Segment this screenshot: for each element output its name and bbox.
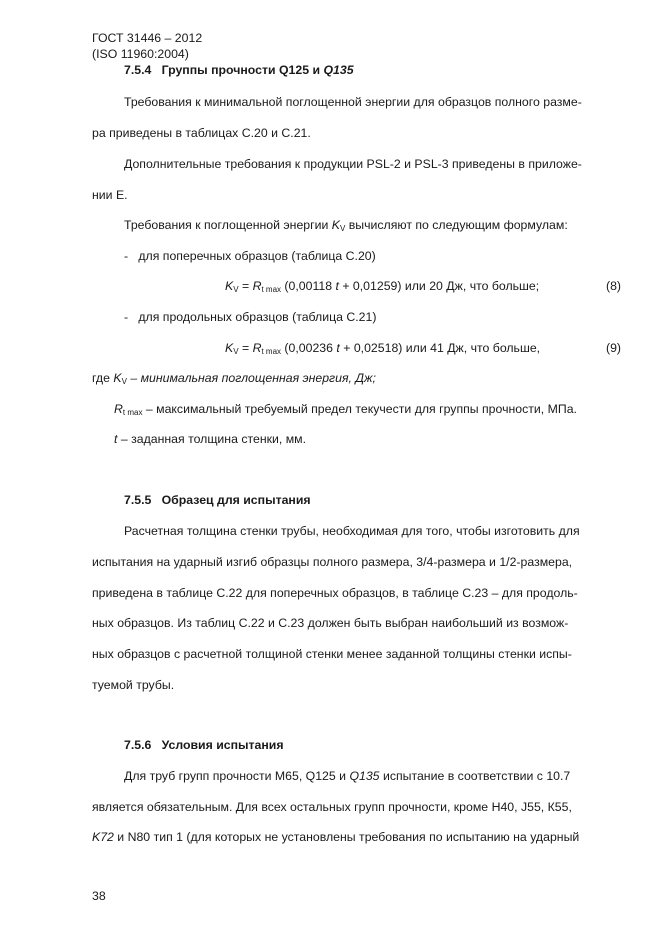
paragraph-line: Требования к поглощенной энергии KV вычисляют по следующим формулам:: [124, 218, 568, 233]
standard-code: ГОСТ 31446 – 2012: [92, 31, 203, 45]
paragraph-line: Расчетная толщина стенки трубы, необходимая для того, чтобы изготовить для: [124, 524, 580, 538]
formula-number: (8): [605, 279, 621, 293]
paragraph-line: туемой трубы.: [92, 678, 175, 692]
paragraph-line: ра приведены в таблицах С.20 и С.21.: [92, 126, 311, 140]
paragraph-line: Требования к минимальной поглощенной энергии для образцов полного разме-: [124, 95, 582, 109]
paragraph-line: ных образцов. Из таблиц С.22 и С.23 должен быть выбран наибольший из возмож-: [92, 616, 569, 630]
paragraph-line: является обязательным. Для всех остальных групп прочности, кроме Н40, J55, К55,: [92, 800, 572, 814]
formula-9: KV = Rt max (0,00236 t + 0,02518) или 41 Дж, что больше,: [225, 341, 541, 356]
paragraph-line: нии Е.: [92, 188, 128, 202]
formula-8: KV = Rt max (0,00118 t + 0,01259) или 20 Дж, что больше;: [225, 279, 540, 294]
document-header: [92, 30, 202, 62]
paragraph-line: Для труб групп прочности М65, Q125 и Q135 испытание в соответствии с 10.7: [124, 769, 571, 783]
list-item: - для продольных образцов (таблица С.21): [124, 310, 377, 324]
paragraph-line: K72 и N80 тип 1 (для которых не установлены требования по испытанию на ударный: [92, 830, 580, 844]
section-7-5-4-heading: 7.5.4 Группы прочности Q125 и Q135: [124, 63, 354, 77]
section-7-5-5-heading: 7.5.5 Образец для испытания: [124, 493, 311, 507]
paragraph-line: Дополнительные требования к продукции PSL-2 и PSL-3 приведены в приложе-: [124, 157, 582, 171]
paragraph-line: приведена в таблице С.22 для поперечных образцов, в таблице С.23 – для продоль-: [92, 586, 578, 600]
section-7-5-6-heading: 7.5.6 Условия испытания: [124, 738, 284, 752]
definition-t: t – заданная толщина стенки, мм.: [114, 432, 307, 446]
definition-rtmax: Rt max – максимальный требуемый предел текучести для группы прочности, МПа.: [114, 402, 577, 417]
list-item: - для поперечных образцов (таблица С.20): [124, 249, 376, 263]
definition-kv: где KV – минимальная поглощенная энергия, Дж;: [92, 371, 376, 386]
page-number: 38: [92, 889, 106, 903]
paragraph-line: испытания на ударный изгиб образцы полного размера, 3/4-размера и 1/2-размера,: [92, 555, 573, 569]
paragraph-line: ных образцов с расчетной толщиной стенки менее заданной толщины стенки испы-: [92, 647, 572, 661]
formula-number: (9): [605, 341, 621, 355]
iso-reference: (ISO 11960:2004): [92, 47, 189, 61]
